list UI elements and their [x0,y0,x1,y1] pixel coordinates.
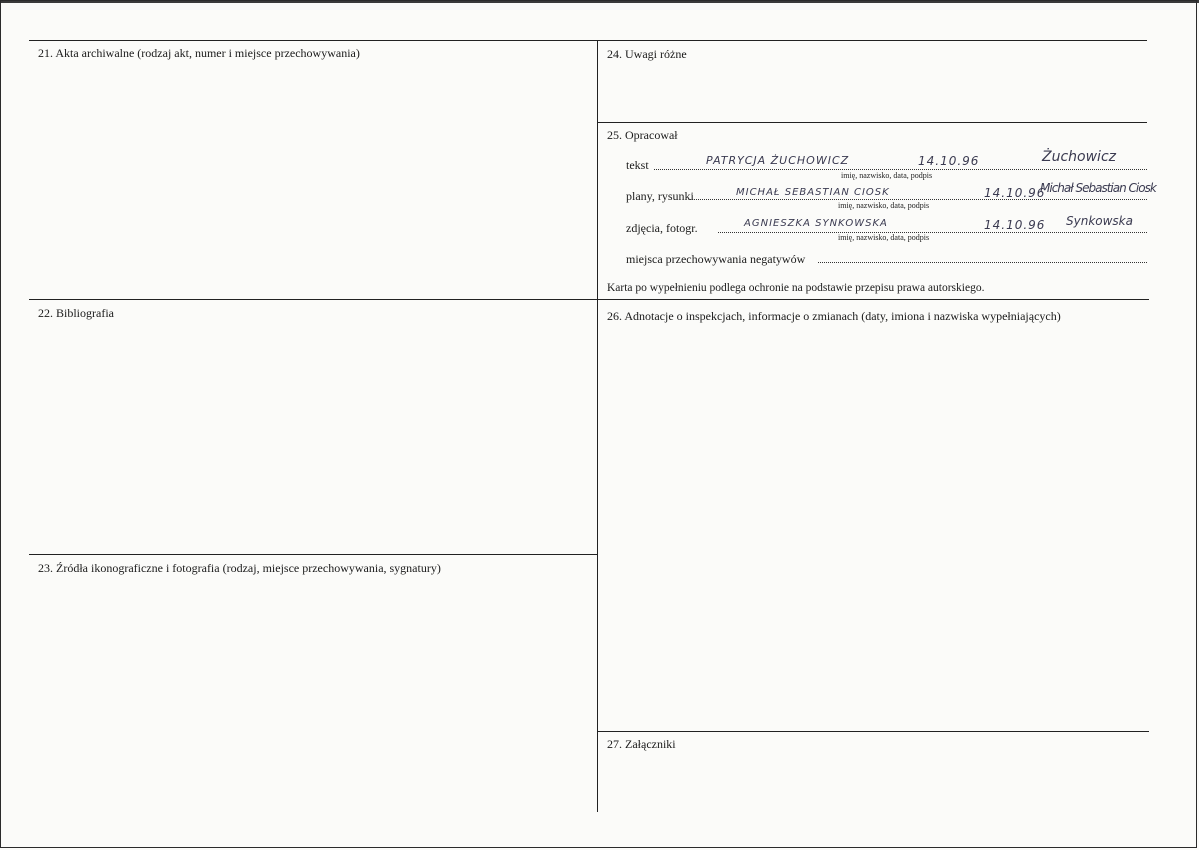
rule-after-21-25 [29,299,1149,300]
row-plany-label: plany, rysunki [626,189,694,203]
row-zdjecia-signature: Synkowska [1066,214,1133,228]
row-zdjecia-name: AGNIESZKA SYNKOWSKA [744,218,888,229]
row-zdjecia-label: zdjęcia, fotogr. [626,221,698,235]
row-zdjecia-date: 14.10.96 [984,218,1046,232]
row-tekst-date: 14.10.96 [918,154,980,168]
rule-after-22 [29,554,597,555]
row-tekst-dotted-line [654,168,1147,170]
row-plany-caption: imię, nazwisko, data, podpis [838,201,930,210]
row-plany-name: MICHAŁ SEBASTIAN CIOSK [736,187,890,198]
section-23-label: 23. Źródła ikonograficzne i fotografia (rodzaj, miejsce przechowywania, sygnatury) [38,561,441,575]
section-21-label: 21. Akta archiwalne (rodzaj akt, numer i miejsce przechowywania) [38,46,360,60]
row-plany-date: 14.10.96 [984,186,1046,200]
section-27-label: 27. Załączniki [607,737,676,751]
section-26-label: 26. Adnotacje o inspekcjach, informacje o zmianach (daty, imiona i nazwiska wypełniających) [607,309,1061,323]
row-negatywy-label: miejsca przechowywania negatywów [626,252,806,266]
top-rule [29,40,1147,41]
section-25-label: 25. Opracował [607,128,678,142]
rule-before-27 [597,731,1149,732]
row-tekst-signature: Żuchowicz [1042,149,1116,165]
section-22-label: 22. Bibliografia [38,306,114,320]
row-zdjecia-dotted-line [718,231,1147,233]
row-plany-signature: Michał Sebastian Ciosk [1040,181,1156,195]
center-divider [597,40,598,812]
section-24-label: 24. Uwagi różne [607,47,687,61]
row-negatywy-dotted-line [818,261,1147,263]
row-tekst-name: PATRYCJA ŻUCHOWICZ [706,154,850,167]
row-tekst-caption: imię, nazwisko, data, podpis [841,171,933,180]
copyright-note: Karta po wypełnieniu podlega ochronie na podstawie przepisu prawa autorskiego. [607,282,985,294]
row-zdjecia-caption: imię, nazwisko, data, podpis [838,233,930,242]
row-tekst-label: tekst [626,158,649,172]
rule-after-24 [597,122,1147,123]
